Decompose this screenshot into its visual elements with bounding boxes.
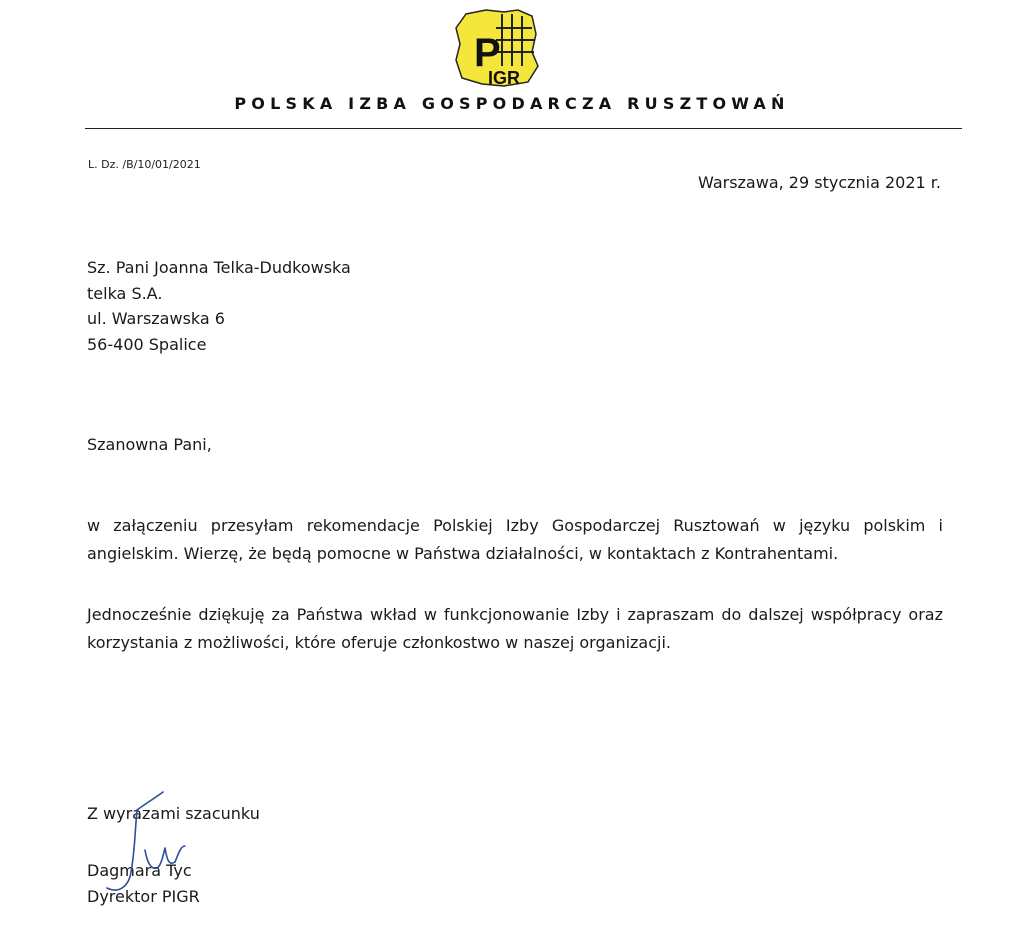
recipient-street: ul. Warszawska 6	[87, 309, 225, 328]
svg-text:P: P	[474, 31, 501, 75]
closing-phrase: Z wyrazami szacunku	[87, 804, 260, 823]
letter-date: Warszawa, 29 stycznia 2021 r.	[698, 173, 941, 192]
recipient-company: telka S.A.	[87, 283, 163, 303]
header-divider	[85, 128, 962, 129]
body-paragraph-2: Jednocześnie dziękuję za Państwa wkład w funkcjonowanie Izby i zapraszam do dalszej współpracy oraz korzystania z możliwości, które oferuje członkostwo w naszej organizacji.	[87, 605, 943, 652]
svg-text:IGR: IGR	[488, 68, 521, 88]
signer-block	[87, 858, 200, 909]
body-paragraph-1: w załączeniu przesyłam rekomendacje Polskiej Izby Gospodarczej Rusztowań w języku polskim i angielskim. Wierzę, że będą pomocne w Państwa działalności, w kontaktach z Kontrahentami.	[87, 516, 943, 563]
recipient-address	[87, 255, 351, 357]
signer-name: Dagmara Tyc	[87, 861, 192, 880]
recipient-name: Sz. Pani Joanna Telka-Dudkowska	[87, 258, 351, 277]
pigr-logo	[452, 8, 542, 90]
signer-title: Dyrektor PIGR	[87, 886, 200, 906]
recipient-city: 56-400 Spalice	[87, 334, 207, 354]
organization-name: POLSKA IZBA GOSPODARCZA RUSZTOWAŃ	[234, 94, 790, 113]
reference-number: L. Dz. /B/10/01/2021	[88, 158, 201, 171]
salutation: Szanowna Pani,	[87, 435, 212, 454]
